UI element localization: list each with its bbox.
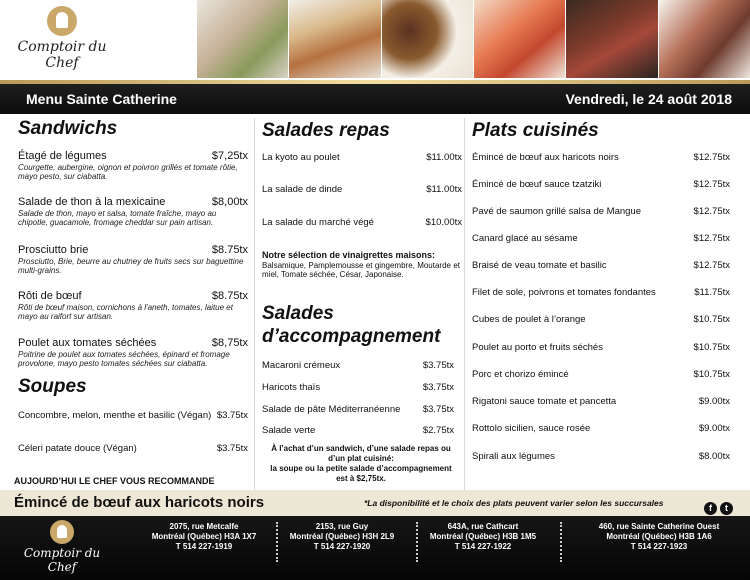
address-phone: T 514 227-1919 — [175, 542, 233, 551]
address-phone: T 514 227-1922 — [454, 542, 512, 551]
wrap-photo — [658, 0, 750, 78]
address-phone: T 514 227-1920 — [313, 542, 371, 551]
item-price: $3.75tx — [422, 382, 454, 393]
salads-column — [256, 114, 466, 496]
item-name: Filet de sole, poivrons et tomates fondantes — [472, 287, 656, 298]
item-price: $3.75tx — [216, 410, 248, 421]
menu-item — [262, 360, 454, 371]
item-price: $9.00tx — [698, 396, 730, 407]
item-name: Canard glacé au sésame — [472, 233, 578, 244]
brand-logo — [6, 6, 118, 71]
footer — [0, 516, 750, 580]
footer-logo — [12, 520, 112, 574]
item-description: Prosciutto, Brie, beurre au chutney de fruits secs sur baguettine multi-grains. — [18, 257, 244, 275]
item-name: Haricots thaïs — [262, 382, 321, 393]
menu-location: Menu Sainte Catherine — [26, 91, 177, 107]
menu-item — [262, 425, 454, 436]
item-name: Céleri patate douce (Végan) — [18, 443, 137, 454]
address-sainte-catherine — [574, 522, 744, 552]
item-name: Salade verte — [262, 425, 316, 436]
item-price: $8.00tx — [698, 451, 730, 462]
salmon-photo — [473, 0, 565, 78]
address-divider — [560, 522, 562, 562]
menu-item — [472, 314, 730, 325]
address-cathcart — [422, 522, 544, 552]
brand-name: Comptoir du Chef — [17, 39, 107, 71]
menu-item — [472, 396, 730, 407]
address-street: 2075, rue Metcalfe — [169, 522, 239, 531]
item-name: Rôti de bœuf — [18, 290, 82, 302]
facebook-icon[interactable]: f — [704, 502, 717, 515]
item-price: $8.75tx — [211, 244, 248, 256]
item-price: $12.75tx — [693, 206, 730, 217]
item-name: Macaroni crémeux — [262, 360, 341, 371]
offer-line: d’un plat cuisiné: — [328, 454, 394, 463]
item-price: $8.75tx — [211, 290, 248, 302]
item-price: $12.75tx — [693, 260, 730, 271]
sandwichs-heading: Sandwichs — [18, 118, 118, 139]
menu-item — [472, 206, 730, 217]
item-name: Poulet aux tomates séchées — [18, 337, 157, 349]
item-price: $11.75tx — [694, 287, 730, 298]
address-street: 2153, rue Guy — [315, 522, 369, 531]
address-city: Montréal (Québec) H3B 1M5 — [429, 532, 537, 541]
menu-item — [472, 233, 730, 244]
featured-dish: Émincé de bœuf aux haricots noirs — [14, 494, 265, 511]
column-divider — [254, 118, 255, 490]
vinaigrette-title: Notre sélection de vinaigrettes maisons: — [262, 250, 436, 260]
menu-item — [472, 287, 730, 298]
sandwich-soup-column — [12, 114, 252, 496]
food-photo-strip — [196, 0, 750, 78]
availability-note: *La disponibilité et le choix des plats peuvent varier selon les succursales — [364, 498, 664, 508]
item-name: La salade du marché végé — [262, 217, 374, 228]
item-name: La kyoto au poulet — [262, 152, 340, 163]
menu-item — [18, 150, 248, 181]
item-name: Porc et chorizo émincé — [472, 369, 569, 380]
menu-item — [472, 179, 730, 190]
item-name: Spirali aux légumes — [472, 451, 555, 462]
salades-accompagnement-heading — [262, 302, 440, 348]
menu-item — [262, 382, 454, 393]
menu-item — [262, 404, 454, 415]
menu-item — [18, 337, 248, 368]
item-name: Rigatoni sauce tomate et pancetta — [472, 396, 617, 407]
item-price: $10.75tx — [693, 342, 730, 353]
item-name: Étagé de légumes — [18, 150, 107, 162]
item-price: $8,75tx — [211, 337, 248, 349]
twitter-icon[interactable]: t — [720, 502, 733, 515]
sandwich-photo — [288, 0, 380, 78]
offer-line: est à $2,75tx. — [336, 474, 386, 483]
vinaigrette-list: Balsamique, Pamplemousse et gingembre, Moutarde et miel, Tomate séchée, César, Japonaise. — [262, 260, 460, 279]
address-city: Montréal (Québec) H3H 2L9 — [289, 532, 395, 541]
menu-item — [472, 342, 730, 353]
address-street: 643A, rue Cathcart — [447, 522, 519, 531]
muffins-photo — [381, 0, 473, 78]
plats-column — [466, 114, 738, 496]
footer-brand: Comptoir du Chef — [23, 546, 101, 574]
item-description: Courgette, aubergine, oignon et poivron grillés et tomate rôtie, mayo pesto, sur ciabatta. — [18, 163, 238, 181]
address-city: Montréal (Québec) H3A 1X7 — [151, 532, 257, 541]
menu-item — [262, 184, 462, 195]
address-divider — [416, 522, 418, 562]
item-price: $10.75tx — [693, 314, 730, 325]
offer-line: la soupe ou la petite salade d’accompagnement — [270, 464, 452, 473]
item-name: Cubes de poulet à l’orange — [472, 314, 586, 325]
item-price: $12.75tx — [693, 233, 730, 244]
address-guy — [282, 522, 402, 552]
item-name: Rottolo sicilien, sauce rosée — [472, 423, 591, 434]
item-name: Salade de thon à la mexicaine — [18, 196, 166, 208]
address-street: 460, rue Sainte Catherine Ouest — [598, 522, 720, 531]
plats-heading: Plats cuisinés — [472, 120, 599, 141]
menu-date: Vendredi, le 24 août 2018 — [565, 91, 732, 107]
menu-item — [18, 410, 248, 421]
item-name: La salade de dinde — [262, 184, 343, 195]
menu-item — [18, 244, 248, 275]
header — [0, 0, 750, 82]
item-price: $8,00tx — [211, 196, 248, 208]
menu-item — [18, 290, 248, 321]
item-description: Salade de thon, mayo et salsa, tomate fraîche, mayo au chipotle, guacamole, fromage cheddar sur pain artisan. — [18, 209, 217, 227]
combo-offer — [262, 444, 460, 484]
menu-item — [262, 152, 462, 163]
item-price: $10.75tx — [693, 369, 730, 380]
menu-item — [18, 196, 248, 227]
item-name: Braisé de veau tomate et basilic — [472, 260, 607, 271]
item-price: $10.00tx — [425, 217, 462, 228]
item-name: Prosciutto brie — [18, 244, 89, 256]
heading-line: Salades — [262, 303, 334, 324]
item-name: Émincé de bœuf sauce tzatziki — [472, 179, 602, 190]
address-divider — [276, 522, 278, 562]
address-metcalfe — [144, 522, 264, 552]
soupes-heading: Soupes — [18, 376, 87, 397]
item-price: $11.00tx — [426, 184, 462, 195]
item-price: $3.75tx — [422, 360, 454, 371]
item-price: $3.75tx — [216, 443, 248, 454]
chef-hat-icon — [47, 6, 77, 36]
item-price: $12.75tx — [693, 152, 730, 163]
menu-item — [472, 260, 730, 271]
salades-repas-heading: Salades repas — [262, 120, 390, 141]
item-description: Rôti de bœuf maison, cornichons à l'aneth, tomates, laitue et mayo au raifort sur artisan. — [18, 303, 233, 321]
chef-recommends-label: AUJOURD’HUI LE CHEF VOUS RECOMMANDE — [14, 476, 215, 486]
item-name: Émincé de bœuf aux haricots noirs — [472, 152, 619, 163]
item-price: $3.75tx — [422, 404, 454, 415]
address-phone: T 514 227-1923 — [630, 542, 688, 551]
item-name: Salade de pâte Méditerranéenne — [262, 404, 401, 415]
menu-banner — [0, 84, 750, 114]
item-name: Pavé de saumon grillé salsa de Mangue — [472, 206, 641, 217]
item-price: $9.00tx — [698, 423, 730, 434]
chef-hat-icon — [50, 520, 74, 544]
item-description: Poitrine de poulet aux tomates séchées, épinard et fromage provolone, mayo pesto tomates séchées sur ciabatta. — [18, 350, 230, 368]
item-price: $12.75tx — [693, 179, 730, 190]
item-name: Poulet au porto et fruits séchés — [472, 342, 603, 353]
meat-photo — [565, 0, 657, 78]
menu-item — [472, 152, 730, 163]
address-city: Montréal (Québec) H3B 1A6 — [606, 532, 712, 541]
offer-line: À l’achat d’un sandwich, d’une salade repas ou — [271, 444, 451, 453]
menu-item — [472, 423, 730, 434]
item-price: $2.75tx — [422, 425, 454, 436]
menu-item — [472, 451, 730, 462]
item-name: Concombre, melon, menthe et basilic (Végan) — [18, 410, 212, 421]
vinaigrette-note — [262, 251, 460, 280]
heading-line: d’accompagnement — [262, 326, 441, 347]
item-price: $11.00tx — [426, 152, 462, 163]
menu-item — [18, 443, 248, 454]
menu-item — [262, 217, 462, 228]
salad-photo — [196, 0, 288, 78]
item-price: $7,25tx — [211, 150, 248, 162]
menu-item — [472, 369, 730, 380]
